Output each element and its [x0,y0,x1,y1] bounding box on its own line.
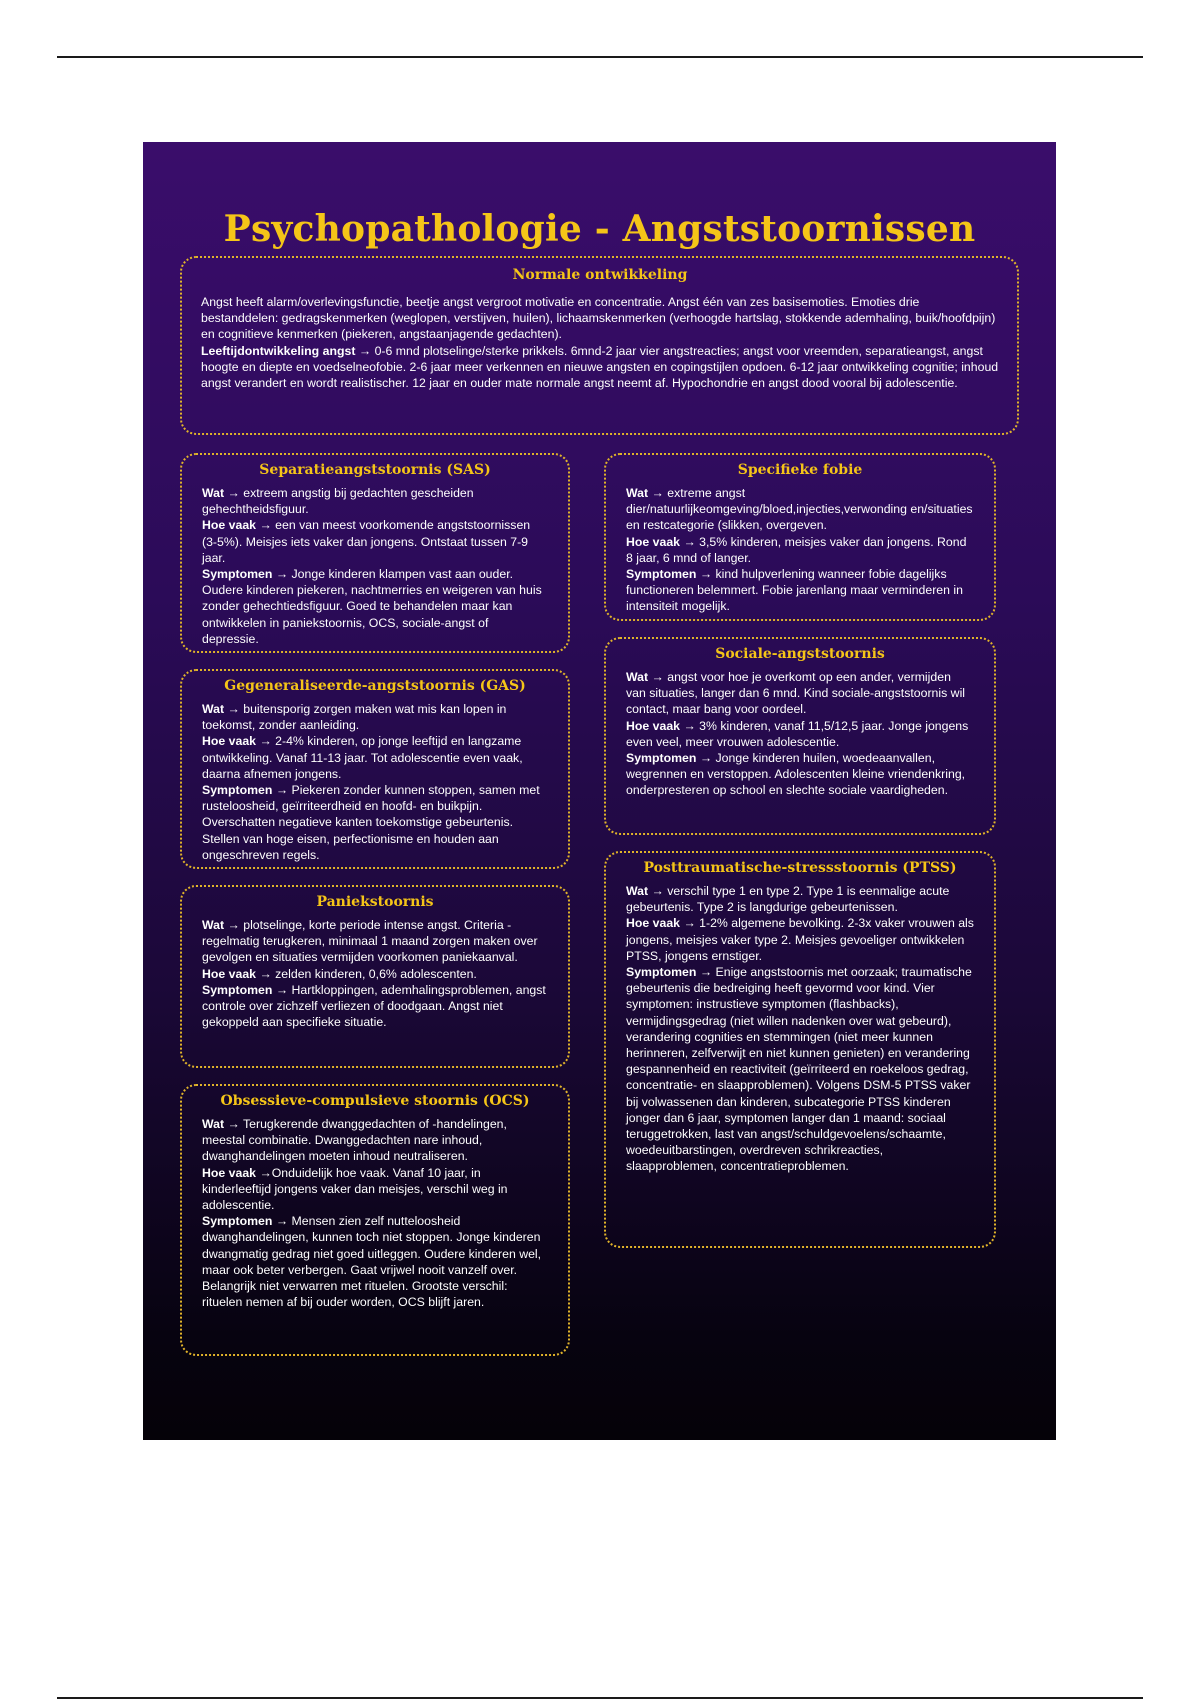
term-label: Wat [202,702,225,716]
section-text: 3,5% kinderen, meisjes vaker dan jongens. Rond 8 jaar, 6 mnd of langer. [626,534,967,565]
page-bottom-rule [57,1697,1143,1699]
term-label: Hoe vaak [202,518,257,533]
poster-title: Psychopathologie - Angststoornissen [223,208,976,250]
section-gas [180,669,570,869]
section-text: 3% kinderen, vanaf 11,5/12,5 jaar. Jonge jongens even veel, meer vrouwen adolescentie. [626,718,969,749]
section-text: Hartkloppingen, ademhalingsproblemen, angst controle over zichzelf verliezen of doodgaan. Angst niet gekoppeld aan specifieke situatie. [202,982,546,1030]
term-label: Symptomen [202,1214,273,1229]
section-heading: Separatieangststoornis (SAS) [259,462,491,478]
section-heading: Paniekstoornis [316,894,434,910]
section-sociale-angststoornis [604,637,996,835]
arrow-glyph: → [227,1117,240,1131]
arrow-glyph: → [683,534,696,549]
term-label: Symptomen [202,783,273,798]
arrow-glyph: → [275,1214,289,1229]
section-body [626,669,974,799]
arrow-glyph: → [259,1165,272,1180]
section-text: buitensporig zorgen maken wat mis kan lopen in toekomst, zonder aanleiding. [202,702,507,733]
arrow-glyph: → [275,783,289,798]
section-text: extreem angstig bij gedachten gescheiden gehechtheidsfiguur. [202,486,474,517]
arrow-glyph: → [275,567,289,582]
section-text: 0-6 mnd plotselinge/sterke prikkels. 6mnd-2 jaar vier angstreacties; angst voor vreemden, separatieangst, angst hoogte en diepte en voedselneofobie. 2-6 jaar meer verkennen en nieuwe angsten en copingstijlen opdoen. 6-12 jaar ontwikkeling cognitie; inhoud angst verandert en wordt realistischer. 12 jaar en ouder mate normale angst neemt af. Hypochondrie en angst dood vooral bij adolescentie. [201,343,999,391]
section-body [201,294,999,391]
section-paniekstoornis [180,885,570,1068]
arrow-glyph: → [358,343,372,358]
term-label: Wat [626,884,649,898]
section-body [202,917,548,1030]
section-heading: Normale ontwikkeling [512,267,688,283]
term-label: Hoe vaak [202,1165,257,1180]
term-label: Leeftijdontwikkeling angst [201,343,356,358]
section-specifieke-fobie [604,453,996,621]
section-heading: Gegeneraliseerde-angststoornis (GAS) [224,678,526,694]
term-label: Wat [202,1117,225,1131]
arrow-glyph: → [259,966,272,981]
arrow-glyph: → [259,734,272,749]
arrow-glyph: → [259,518,272,533]
arrow-glyph: → [651,884,664,898]
term-label: Wat [626,670,649,684]
arrow-glyph: → [683,916,696,931]
section-heading: Obsessieve-compulsieve stoornis (OCS) [220,1093,530,1109]
section-sas [180,453,570,653]
arrow-glyph: → [227,486,240,500]
section-body [626,883,974,1175]
section-body [202,485,548,647]
arrow-glyph: → [699,965,713,980]
section-text: angst voor hoe je overkomt op een ander, vermijden van situaties, langer dan 6 mnd. Kind sociale-angststoornis wil contact, maar bang voor oordeel. [626,670,966,717]
section-text: Enige angststoornis met oorzaak; traumatische gebeurtenis die bedreiging heeft gevormd voor kind. Vier symptomen: instrustieve symptomen (flashbacks), vermijdingsgedrag (niet willen nadenken over wat gebeurd), verandering cognities en stemmingen (niet meer kunnen herinneren, zelfverwijt en niet kunnen genieten) en verandering gespannenheid en reactiviteit (geïrriteerd en roekeloos gedrag, concentratie- en slaapproblemen). Volgens DSM-5 PTSS vaker bij volwassenen dan kinderen, subcategorie PTSS kinderen jonger dan 6 jaar, symptomen langer dan 1 maand: sociaal teruggetrokken, last van angst/schuldgevoelens/schaamte, woedeuitbarstingen, overdreven schrikreacties, slaapproblemen, concentratieproblemen. [626,965,972,1174]
section-text: Angst heeft alarm/overlevingsfunctie, beetje angst vergroot motivatie en concentratie. Angst één van zes basisemoties. Emoties drie bestanddelen: gedragskenmerken (weglopen, verstijven, huilen), lichaamskenmerken (verhoogde hartslag, stokkende ademhaling, buik/hoofdpijn) en cognitieve kenmerken (piekeren, angstaanjagende gedachten). [201,295,996,342]
section-body [626,485,974,615]
section-text: kind hulpverlening wanneer fobie dagelijks functioneren belemmert. Fobie jarenlang maar verminderen in intensiteit mogelijk. [626,567,963,614]
term-label: Symptomen [202,567,273,582]
section-text: plotselinge, korte periode intense angst. Criteria - regelmatig terugkeren, minimaal 1 maand zorgen maken over gevolgen en situaties vermijden voorkomen paniekaanval. [202,918,538,965]
arrow-glyph: → [227,918,240,932]
section-text: 1-2% algemene bevolking. 2-3x vaker vrouwen als jongens, meisjes vaker type 2. Meisjes gevoeliger ontwikkelen PTSS, jongens ernstiger. [626,916,974,963]
arrow-glyph: → [227,702,240,716]
section-ptss [604,851,996,1248]
section-body [202,1116,548,1310]
arrow-glyph: → [275,982,289,997]
term-label: Symptomen [626,965,697,980]
term-label: Hoe vaak [626,916,681,931]
term-label: Symptomen [626,751,697,766]
cheatsheet-poster [143,142,1056,1440]
arrow-glyph: → [699,567,713,582]
term-label: Hoe vaak [626,534,681,549]
section-heading: Posttraumatische-stressstoornis (PTSS) [643,860,957,876]
section-normale-ontwikkeling [180,256,1019,435]
term-label: Symptomen [202,982,273,997]
section-text: Onduidelijk hoe vaak. Vanaf 10 jaar, in kinderleeftijd jongens vaker dan meisjes, verschil weg in adolescentie. [202,1165,508,1213]
term-label: Wat [202,918,225,932]
section-text: 2-4% kinderen, op jonge leeftijd en langzame ontwikkeling. Vanaf 11-13 jaar. Tot adolescentie even vaak, daarna afnemen jongens. [202,734,523,781]
term-label: Hoe vaak [202,966,257,981]
arrow-glyph: → [699,751,713,766]
term-label: Wat [202,486,225,500]
term-label: Hoe vaak [202,734,257,749]
section-text: Piekeren zonder kunnen stoppen, samen met rusteloosheid, geïrriteerdheid en hoofd- en buikpijn. Overschatten negatieve kanten toekomstige gebeurtenis. Stellen van hoge eisen, perfectionisme en houden aan ongeschreven regels. [202,783,540,862]
arrow-glyph: → [651,670,664,684]
section-text: Jonge kinderen huilen, woedeaanvallen, wegrennen en verstoppen. Adolescenten kleine vriendenkring, onderpresteren op school en slechte sociale vaardigheden. [626,751,966,798]
term-label: Symptomen [626,567,697,582]
section-heading: Sociale-angststoornis [715,646,885,662]
section-heading: Specifieke fobie [737,462,863,478]
page-top-rule [57,56,1143,58]
section-text: Mensen zien zelf nutteloosheid dwanghandelingen, kunnen toch niet stoppen. Jonge kinderen dwangmatig gedrag niet goed uitleggen. Oudere kinderen wel, maar ook beter verbergen. Gaat vrijwel nooit vanzelf over. Belangrijk niet verwarren met rituelen. Grootste verschil: rituelen nemen af bij ouder worden, OCS blijft jaren. [202,1214,542,1310]
section-body [202,701,548,863]
section-ocs [180,1084,570,1356]
section-text: zelden kinderen, 0,6% adolescenten. [275,966,477,981]
section-text: Jonge kinderen klampen vast aan ouder. Oudere kinderen piekeren, nachtmerries en weigeren van huis zonder gehechtiedsfiguur. Goed te behandelen maar kan ontwikkelen in paniekstoornis, OCS, sociale-angst of depressie. [202,567,542,646]
term-label: Hoe vaak [626,718,681,733]
term-label: Wat [626,486,649,500]
section-text: een van meest voorkomende angststoornissen (3-5%). Meisjes iets vaker dan jongens. Ontstaat tussen 7-9 jaar. [202,518,531,565]
arrow-glyph: → [683,718,696,733]
arrow-glyph: → [651,486,664,500]
section-text: extreme angst dier/natuurlijkeomgeving/bloed,injecties,verwonding en/situaties en restcategorie (slikken, overgeven. [626,486,973,533]
section-text: verschil type 1 en type 2. Type 1 is eenmalige acute gebeurtenis. Type 2 is langdurige gebeurtenissen. [626,884,950,915]
section-text: Terugkerende dwanggedachten of -handelingen, meestal combinatie. Dwanggedachten nare inhoud, dwanghandelingen moeten inhoud neutraliseren. [202,1117,507,1164]
